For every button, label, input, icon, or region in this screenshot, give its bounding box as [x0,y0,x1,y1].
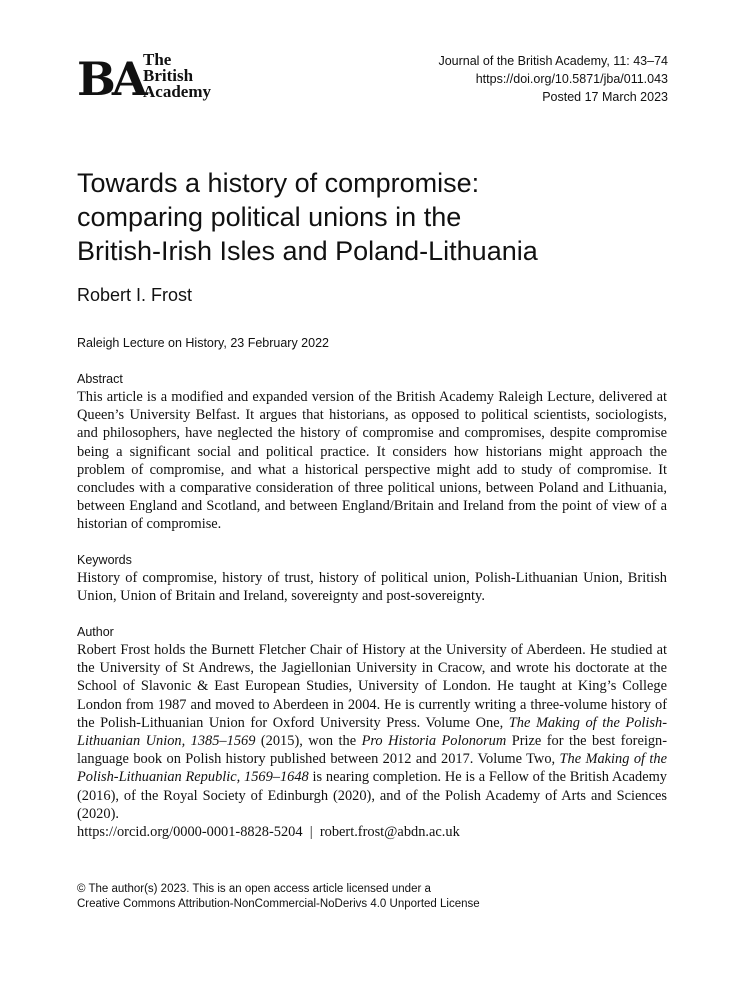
title-line-3: British-Irish Isles and Poland-Lithuania [77,236,538,266]
abstract-text: This article is a modified and expanded version of the British Academy Raleigh Lecture, delivered at Queen’s University Belfast. It argues that historians, as opposed to political scientists, sociologists, and philosophers, have neglected the history of compromise and compromises, despite compromise being a significant social and political practice. It considers how historians might approach the problem of compromise, and what a historical perspective might add to study of compromise. It concludes with a comparative consideration of three political unions, between Poland and Lithuania, between England and Scotland, and between England/Britain and Ireland from the point of view of a historian of compromise. [77,389,667,533]
abstract-label: Abstract [77,372,123,386]
bio-text-1: Robert Frost holds the Burnett Fletcher Chair of History at the University of Aberdeen. He studied at the University of St Andrews, the Jagiellonian University in Cracow, and wrote his doctorate at the School of Slavonic & East European Studies, University of London. He taught at King’s College London from 1987 and moved to Aberdeen in 2004. He is currently writing a three-volume history of the Polish-Lithuanian Union for Oxford University Press. Volume One, [77,642,667,731]
author-name: Robert I. Frost [77,285,193,305]
license-line-1: © The author(s) 2023. This is an open access article licensed under a [77,883,431,895]
author-section [77,624,667,841]
bio-text-4: is nearing completion. He is a Fellow of the British Academy (2016), of the Royal Society of Edinburgh (2020), and of the Polish Academy of Arts and Sciences (2020). [77,769,667,822]
british-academy-logo [77,50,237,110]
bio-text-3: Prize for the best foreign-language book on Polish history published between 2012 and 2017. Volume Two, [77,733,668,768]
abstract-section [77,371,667,534]
bio-prize-name: Pro Historia Polonorum [361,733,507,750]
title-line-2: comparing political unions in the [77,202,462,232]
doi-link[interactable]: https://doi.org/10.5871/jba/011.043 [475,72,668,86]
license-link[interactable]: Creative Commons Attribution-NonCommercial-NoDerivs 4.0 Unported License [77,898,480,910]
author-contact[interactable]: https://orcid.org/0000-0001-8828-5204 | robert.frost@abdn.ac.uk [77,824,460,841]
bio-book-title-1: The Making of the Polish-Lithuanian Union, 1385–1569 [77,714,667,750]
author-bio [77,641,667,823]
logo-line-3: Academy [143,82,211,101]
author-label: Author [77,625,114,639]
title-line-1: Towards a history of compromise: [77,168,480,198]
lecture-info: Raleigh Lecture on History, 23 February 2022 [77,336,329,350]
keywords-section [77,552,667,605]
keywords-text: History of compromise, history of trust, history of political union, Polish-Lithuanian Union, British Union, Union of Britain and Ireland, sovereignty and post-sovereignty. [77,570,667,605]
bio-text-2: (2015), won the [255,733,362,750]
bio-book-title-2: The Making of the Polish-Lithuanian Republic, 1569–1648 [77,751,667,786]
logo-wordmark [143,52,211,100]
license-notice [77,882,480,912]
posted-date: Posted 17 March 2023 [542,90,668,104]
logo-line-1: The [143,50,172,69]
logo-mark: BA [77,52,144,106]
journal-citation: Journal of the British Academy, 11: 43–74 [438,54,668,68]
article-title [77,166,677,268]
keywords-label: Keywords [77,553,132,567]
logo-line-2: British [143,66,194,85]
publication-meta [438,52,668,106]
